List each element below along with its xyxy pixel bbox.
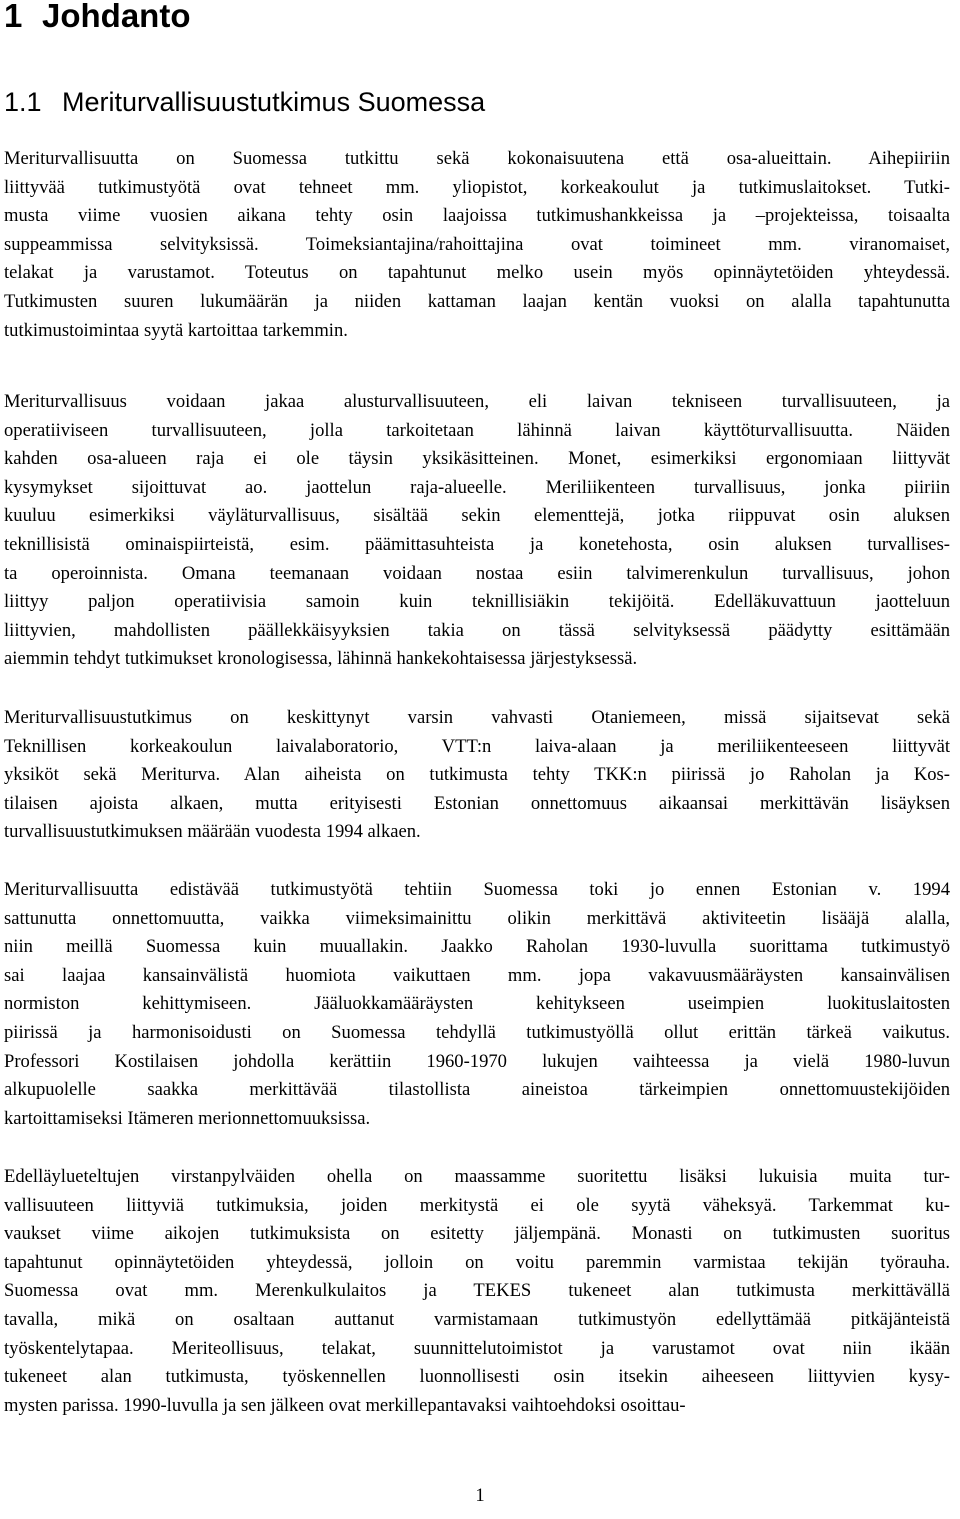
paragraph-line: turvallisuustutkimuksen määrään vuodesta 1994 alkaen.	[4, 821, 421, 843]
paragraph-line: Professori Kostilaisen johdolla kerättiin 1960-1970 lukujen vaihteessa ja vielä 1980-luvun	[4, 1050, 950, 1072]
paragraph-line: kartoittamiseksi Itämeren merionnettomuuksissa.	[4, 1107, 371, 1129]
paragraph-line: piirissä ja harmonisoidusti on Suomessa tehdyllä tutkimustyöllä ollut erittän tärkeä vaikutus.	[4, 1021, 950, 1043]
chapter-number: 1	[4, 0, 23, 34]
paragraph-line: liittyvää tutkimustyötä ovat tehneet mm. yliopistot, korkeakoulut ja tutkimuslaitokset. Tutki-	[4, 176, 950, 198]
paragraph-line: liittyy paljon operatiivisia samoin kuin teknillisiäkin tekijöitä. Edelläkuvattuun jaotteluun	[4, 591, 950, 613]
paragraph-line: normiston kehittymiseen. Jääluokkamääräysten kehitykseen useimpien luokituslaitosten	[4, 993, 950, 1015]
page-number: 1	[475, 1485, 485, 1506]
section-number: 1.1	[4, 87, 42, 117]
paragraph-line: aiemmin tehdyt tutkimukset kronologisessa, lähinnä hankekohtaisessa järjestyksessä.	[4, 648, 638, 670]
paragraph-line: telakat ja varustamot. Toteutus on tapahtunut melko usein myös opinnäytetöiden yhteydessä.	[4, 262, 950, 284]
paragraph-line: tutkimustoimintaa syytä kartoittaa tarkemmin.	[4, 319, 348, 341]
body-paragraph	[4, 1163, 950, 1420]
paragraph-line: tukeneet alan tutkimusta, työskennellen luonnollisesti osin itsekin aiheeseen liittyvien kysy-	[4, 1366, 950, 1388]
paragraph-line: sattunutta onnettomuutta, vaikka viimeksimainittu olikin merkittävä aktiviteetin lisääjä alalla,	[4, 907, 950, 929]
section-title: Meriturvallisuustutkimus Suomessa	[62, 87, 486, 117]
paragraph-line: kuuluu esimerkiksi väyläturvallisuus, sisältää sekin elementtejä, jotka riippuvat osin aluksen	[4, 505, 950, 527]
section-heading	[4, 84, 485, 120]
paragraph-line: vaukset viime aikojen tutkimuksista on esitetty jäljempänä. Monasti on tutkimusten suoritus	[4, 1223, 950, 1245]
chapter-title: Johdanto	[42, 0, 191, 34]
chapter-heading	[4, 0, 190, 38]
paragraph-line: Tutkimusten suuren lukumäärän ja niiden kattaman laajan kentän vuoksi on alalla tapahtunutta	[4, 290, 950, 312]
paragraph-line: ta operoinnista. Omana teemanaan voidaan nostaa esiin talvimerenkulun turvallisuus, johon	[4, 562, 950, 584]
paragraph-line: niin meillä Suomessa kuin muuallakin. Jaakko Raholan 1930-luvulla suorittama tutkimustyö	[4, 936, 950, 958]
paragraph-line: Edelläylueteltujen virstanpylväiden ohella on maassamme suoritettu lisäksi lukuisia muita tur-	[4, 1166, 950, 1187]
paragraph-line: operatiiviseen turvallisuuteen, jolla tarkoitetaan lähinnä laivan käyttöturvallisuutta. Näiden	[4, 419, 950, 441]
paragraph-line: yksiköt sekä Meriturva. Alan aiheista on tutkimusta tehty TKK:n piirissä jo Raholan ja Kos-	[4, 764, 950, 786]
paragraph-line: Meriturvallisuus voidaan jakaa alusturvallisuuteen, eli laivan tekniseen turvallisuuteen, ja	[4, 391, 950, 412]
paragraph-line: työskentelytapaa. Meriteollisuus, telakat, suunnittelutoimistot ja varustamot ovat niin ikään	[4, 1337, 950, 1359]
paragraph-line: Meriturvallisuutta on Suomessa tutkittu sekä kokonaisuutena että osa-alueittain. Aihepiiriin	[4, 148, 950, 169]
paragraph-line: vallisuuteen liittyviä tutkimuksia, joiden merkitystä ei ole syytä väheksyä. Tarkemmat ku-	[4, 1194, 950, 1216]
paragraph-line: suppeammissa selvityksissä. Toimeksiantajina/rahoittajina ovat toimineet mm. viranomaiset,	[4, 233, 950, 255]
body-paragraph	[4, 145, 950, 345]
paragraph-line: kysymykset sijoittuvat ao. jaottelun raja-alueelle. Meriliikenteen turvallisuus, jonka piiriin	[4, 476, 950, 498]
paragraph-line: tilaisen ajoista alkaen, mutta erityisesti Estonian onnettomuus aikaansai merkittävän lisäyksen	[4, 792, 950, 814]
paragraph-line: Meriturvallisuutta edistävää tutkimustyötä tehtiin Suomessa toki jo ennen Estonian v. 1994	[4, 879, 950, 900]
paragraph-line: mysten parissa. 1990-luvulla ja sen jälkeen ovat merkillepantavaksi vaihtoehdoksi osoittau-	[4, 1394, 686, 1416]
paragraph-line: Teknillisen korkeakoulun laivalaboratorio, VTT:n laiva-alaan ja meriliikenteeseen liittyvät	[4, 735, 950, 757]
paragraph-line: tavalla, mikä on osaltaan auttanut varmistamaan tutkimustyön edellyttämää pitkäjänteistä	[4, 1308, 950, 1330]
paragraph-line: liittyvien, mahdollisten päällekkäisyyksien takia on tässä selvityksessä päädytty esittämään	[4, 619, 950, 641]
body-paragraph	[4, 876, 950, 1133]
paragraph-line: kahden osa-alueen raja ei ole täysin yksikäsitteinen. Monet, esimerkiksi ergonomiaan liittyvät	[4, 448, 950, 470]
body-paragraph	[4, 704, 950, 847]
paragraph-line: teknillisistä ominaispiirteistä, esim. päämittasuhteista ja konetehosta, osin aluksen turvallises-	[4, 533, 950, 555]
paragraph-line: alkupuolelle saakka merkittävää tilastollista aineistoa tärkeimpien onnettomuustekijöiden	[4, 1079, 950, 1101]
paragraph-line: musta viime vuosien aikana tehty osin laajoissa tutkimushankkeissa ja –projekteissa, toisaalta	[4, 205, 950, 227]
paragraph-line: sai laajaa kansainvälistä huomiota vaikuttaen mm. jopa vakavuusmääräysten kansainvälisen	[4, 964, 950, 986]
body-paragraph	[4, 388, 950, 674]
paragraph-line: Suomessa ovat mm. Merenkulkulaitos ja TEKES tukeneet alan tutkimusta merkittävällä	[4, 1280, 950, 1302]
paragraph-line: tapahtunut opinnäytetöiden yhteydessä, jolloin on voitu paremmin varmistaa tekijän työrauha.	[4, 1251, 950, 1273]
paragraph-line: Meriturvallisuustutkimus on keskittynyt varsin vahvasti Otaniemeen, missä sijaitsevat sekä	[4, 707, 950, 728]
